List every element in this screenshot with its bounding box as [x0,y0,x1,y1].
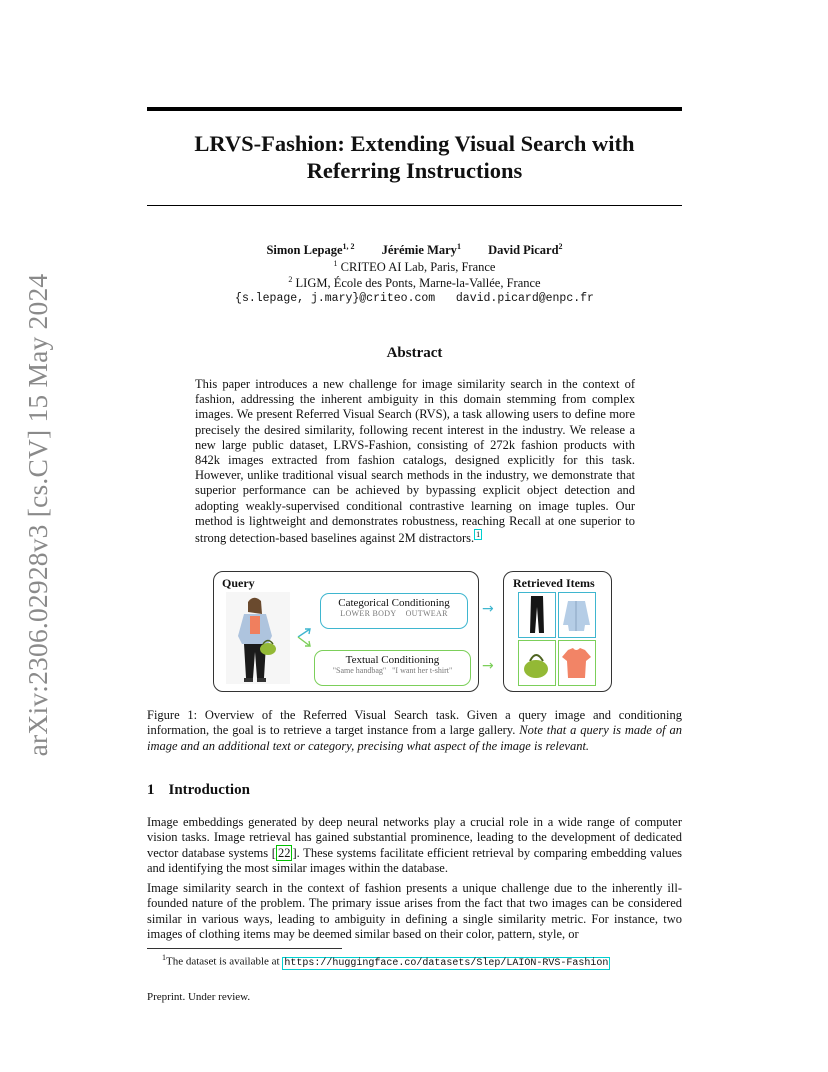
category-lower-body: LOWER BODY [340,609,397,618]
arxiv-identifier-stamp: arXiv:2306.02928v3 [cs.CV] 15 May 2024 [22,273,53,757]
author-3: David Picard$^2$ [488,242,563,258]
section-heading-introduction: 1 Introduction [147,782,250,798]
query-panel-title: Query [222,576,255,590]
footnote-rule [147,948,342,949]
affiliation-2: $^2$ LIGM, École des Ponts, Marne-la-Vallée, France [288,275,541,291]
dataset-url-link[interactable]: https://huggingface.co/datasets/Slep/LAION-RVS-Fashion [284,957,609,969]
text-query-tshirt: "I want her t-shirt" [392,666,453,675]
textual-conditioning-title: Textual Conditioning [345,654,440,666]
paper-title [147,130,682,184]
text-query-handbag: "Same handbag" [332,666,387,675]
retrieved-tshirt-thumbnail [558,640,596,686]
retrieved-panel-title: Retrieved Items [513,576,595,590]
arrow-right-icon: → [482,658,494,674]
query-model-image [226,592,290,684]
footnote: $^1$The dataset is available at https://huggingface.co/datasets/Slep/LAION-RVS-Fashion [162,953,609,969]
title-line-1: LRVS-Fashion: Extending Visual Search with [194,131,635,156]
title-bottom-rule [147,205,682,206]
categorical-conditioning-title: Categorical Conditioning [338,597,450,609]
textual-options [315,666,470,675]
abstract-body: This paper introduces a new challenge for image similarity search in the context of fashion, addressing the inherent ambiguity in this domain stemming from complex images. We present Referred Visual Search (RVS), a task allowing users to define more precisely the desired similarity, following recent interest in the industry. We release a new large public dataset, LRVS-Fashion, consisting of 272k fashion products with 842k images extracted from fashion catalogs, designed explicitly for this task. However, unlike traditional visual search methods in the industry, we demonstrate that superior performance can be achieved by bypassing explicit object detection and adopting weakly-supervised conditional contrastive learning on image tuples. Our method is lightweight and demonstrates robustness, reaching Recall at one superior to strong detection-based baselines against 2M distractors. 1 [195,377,635,546]
author-2: Jérémie Mary$^1$ [381,242,461,258]
retrieved-handbag-thumbnail [518,640,556,686]
author-emails: {s.lepage, j.mary}@criteo.com david.picard@enpc.fr [235,292,594,305]
arrow-right-icon: → [482,601,494,617]
figure-1-caption: Figure 1: Overview of the Referred Visual Search task. Given a query image and conditioning information, the goal is to retrieve a target instance from a large gallery. Note that a query is made of an image and an additional text or category, precising what aspect of the image is relevant. [147,708,682,753]
split-arrow-icon [296,627,316,649]
title-line-2: Referring Instructions [306,158,523,183]
citation-link[interactable]: 22 [277,845,291,860]
author-1: Simon Lepage$^{1, 2}$ [266,242,355,258]
retrieved-pants-thumbnail [518,592,556,638]
author-list [147,242,682,258]
category-outwear: OUTWEAR [405,609,448,618]
categorical-options [321,609,467,618]
intro-paragraph-2: Image similarity search in the context of fashion presents a unique challenge due to the inherently ill-founded nature of the problem. The primary issue arises from the fact that two images can be considered similar in various ways, leading to ambiguity in defining a single similarity metric. For instance, two images of clothing items may be deemed similar based on their color, pattern, style, or [147,881,682,941]
footnote-ref-link[interactable]: 1 [476,530,481,540]
affiliation-1: $^1$ CRITEO AI Lab, Paris, France [333,259,496,275]
categorical-conditioning-box [320,593,468,629]
title-top-rule [147,107,682,111]
abstract-heading: Abstract [386,345,443,361]
intro-paragraph-1: Image embeddings generated by deep neural networks play a crucial role in a wide range of computer vision tasks. Image retrieval has gained substantial prominence, leading to the development of dedicated vector database systems [ 22 ]. These systems facilitate efficient retrieval by comparing embedding values and identifying the most similar images within the database. [147,815,682,875]
preprint-note: Preprint. Under review. [147,991,251,1003]
retrieved-jacket-thumbnail [558,592,596,638]
textual-conditioning-box [314,650,471,686]
